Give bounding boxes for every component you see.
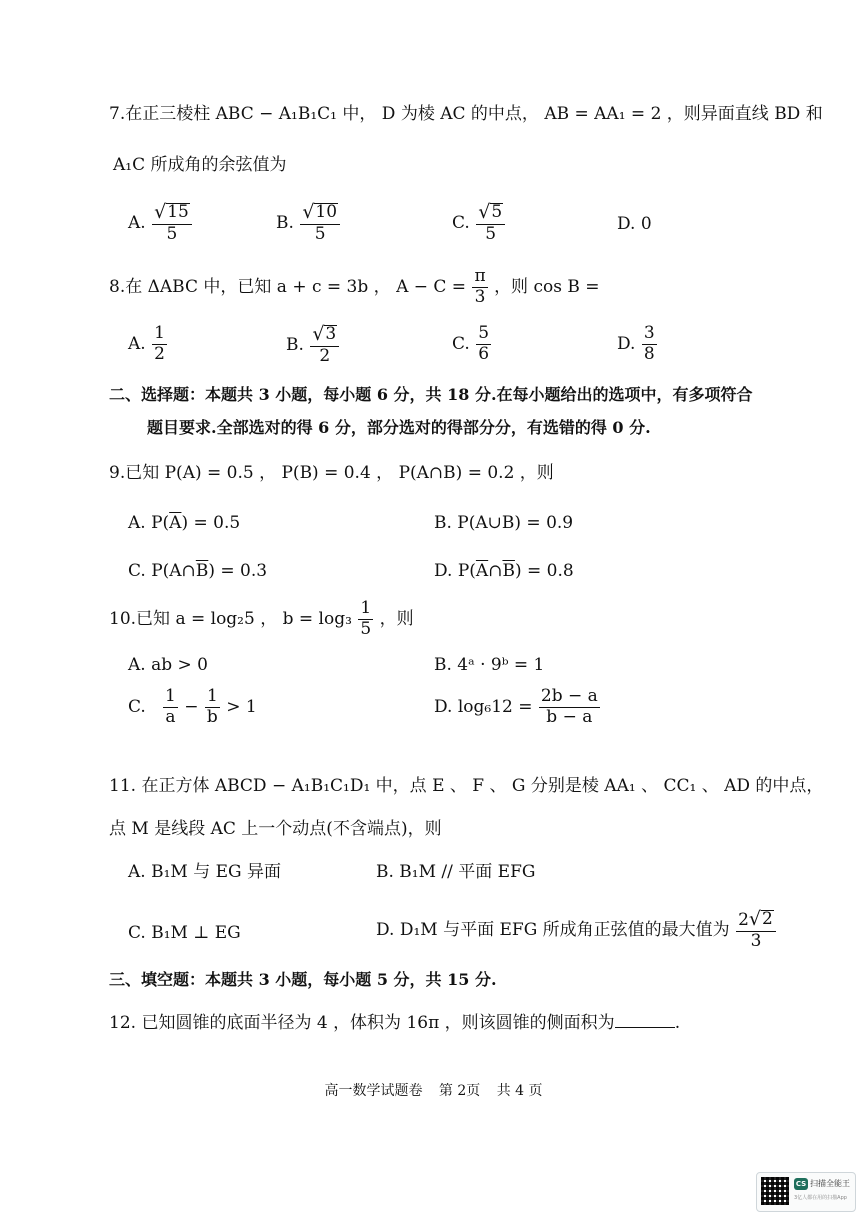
q11-stem-line1: 11. 在正方体 ABCD − A₁B₁C₁D₁ 中，点 E 、 F 、 G 分别是棱 AA₁ 、 CC₁ 、 AD 的中点， bbox=[109, 776, 824, 796]
watermark-subtitle: 3亿人都在用的扫描App bbox=[794, 1195, 847, 1201]
q10-stem: 10.已知 a = log₂5 ， b = log₃ $\frac{1}{5}$ ，则 bbox=[109, 598, 414, 639]
section2-heading-line1: 二、选择题：本题共 3 小题，每小题 6 分，共 18 分.在每小题给出的选项中，有多项符合 bbox=[109, 385, 753, 404]
q7-option-d: D. 0 bbox=[617, 214, 652, 234]
q11-stem-line2: 点 M 是线段 AC 上一个动点(不含端点)，则 bbox=[109, 819, 442, 839]
q9-option-d: D. $P(\overline{A}\cap\overline{B}) = 0.8$ bbox=[434, 561, 574, 581]
q7-option-b: B. √ 10 5 bbox=[276, 203, 341, 244]
q8-option-b: B. √ 3 2 bbox=[286, 325, 340, 366]
q9-option-b: B. P(A∪B) = 0.9 bbox=[434, 513, 574, 533]
q9-stem: 9.已知 P(A) = 0.5 ， P(B) = 0.4 ， P(A∩B) = 0.2 ，则 bbox=[109, 463, 554, 483]
q10-option-c: C. $\frac{1}{a}$ − $\frac{1}{b}$ > 1 bbox=[128, 686, 257, 727]
q9-option-c: C. $P(A\cap\overline{B}) = 0.3$ bbox=[128, 561, 268, 581]
q8-option-d: D. $\frac{3}{8}$ bbox=[617, 323, 655, 364]
q10-option-b: B. 4ᵃ · 9ᵇ = 1 bbox=[434, 655, 545, 675]
q12-answer-blank[interactable] bbox=[615, 1013, 675, 1028]
q8-option-c: C. $\frac{5}{6}$ bbox=[452, 323, 490, 364]
footer-page: 第 2页 bbox=[438, 1083, 481, 1099]
scanner-watermark bbox=[756, 1172, 856, 1212]
q11-option-b: B. B₁M // 平面 EFG bbox=[376, 862, 536, 882]
q8-stem: 8.在 ΔABC 中，已知 a + c = 3b ， A − C = $\frac{\pi}{3}$ ，则 cos B = bbox=[109, 266, 600, 307]
q8-option-a: A. $\frac{1}{2}$ bbox=[128, 323, 165, 364]
q7-stem-line1: 7.在正三棱柱 ABC − A₁B₁C₁ 中， D 为棱 AC 的中点， AB = AA₁ = 2 ，则异面直线 BD 和 bbox=[109, 104, 823, 124]
q7-stem-line2: A₁C 所成角的余弦值为 bbox=[113, 155, 287, 175]
section3-heading: 三、填空题：本题共 3 小题，每小题 5 分，共 15 分. bbox=[109, 970, 497, 989]
footer-title: 高一数学试题卷 bbox=[324, 1083, 423, 1099]
q11-option-a: A. B₁M 与 EG 异面 bbox=[128, 862, 281, 882]
q7-option-a: A. √ 15 5 bbox=[128, 203, 193, 244]
page-footer bbox=[0, 1080, 867, 1100]
qr-code-icon bbox=[761, 1177, 789, 1205]
q10-option-d: D. log₆12 = $\frac{2b - a}{b - a}$ bbox=[434, 686, 598, 727]
camscanner-logo-icon: CS bbox=[795, 1180, 807, 1188]
footer-total: 共 4 页 bbox=[496, 1083, 543, 1099]
q11-option-c: C. B₁M ⊥ EG bbox=[128, 923, 241, 943]
q10-option-a: A. ab > 0 bbox=[128, 655, 208, 675]
section2-heading-line2: 题目要求.全部选对的得 6 分，部分选对的得部分分，有选错的得 0 分. bbox=[147, 418, 651, 437]
q12-stem: 12. 已知圆锥的底面半径为 4 ，体积为 16π ，则该圆锥的侧面积为 . bbox=[109, 1013, 681, 1033]
q11-option-d: D. D₁M 与平面 EFG 所成角正弦值的最大值为 2 √ 2 3 bbox=[376, 910, 777, 951]
q7-option-c: C. √ 5 5 bbox=[452, 203, 506, 244]
watermark-name: 扫描全能王 bbox=[810, 1179, 850, 1188]
q9-option-a: A. $P(\overline{A}) = 0.5$ bbox=[128, 513, 241, 533]
